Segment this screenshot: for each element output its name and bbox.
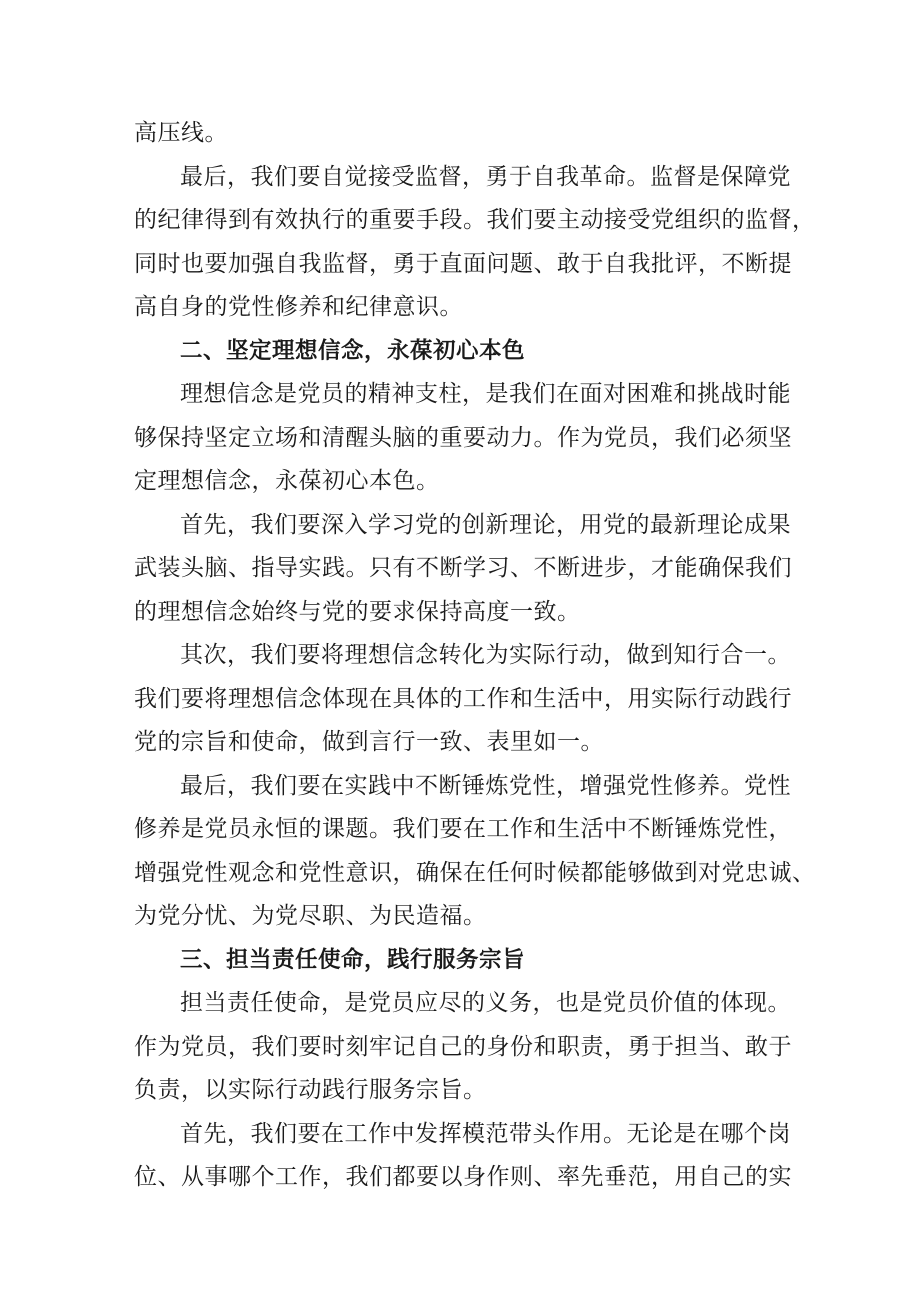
body-line: 负责，以实际行动践行服务宗旨。 bbox=[134, 1077, 487, 1103]
body-line: 位、从事哪个工作，我们都要以身作则、率先垂范，用自己的实 bbox=[134, 1164, 792, 1190]
paragraph-first-line: 首先，我们要深入学习党的创新理论，用党的最新理论成果 bbox=[180, 511, 791, 538]
body-line: 高压线。 bbox=[134, 120, 228, 146]
body-line: 的理想信念始终与党的要求保持高度一致。 bbox=[134, 598, 581, 625]
body-line: 同时也要加强自我监督，勇于直面问题、敢于自我批评，不断提 bbox=[134, 250, 792, 277]
body-line: 武装头脑、指导实践。只有不断学习、不断进步，才能确保我们 bbox=[134, 555, 792, 581]
body-line: 党的宗旨和使命，做到言行一致、表里如一。 bbox=[134, 729, 604, 755]
body-line: 够保持坚定立场和清醒头脑的重要动力。作为党员，我们必须坚 bbox=[134, 424, 792, 451]
section-heading: 二、坚定理想信念，永葆初心本色 bbox=[180, 337, 526, 364]
section-heading: 三、担当责任使命，践行服务宗旨 bbox=[180, 946, 526, 973]
body-line: 高自身的党性修养和纪律意识。 bbox=[134, 294, 463, 320]
paragraph-first-line: 理想信念是党员的精神支柱，是我们在面对困难和挑战时能 bbox=[180, 381, 791, 407]
paragraph-first-line: 最后，我们要在实践中不断锤炼党性，增强党性修养。党性 bbox=[180, 772, 791, 799]
body-line: 我们要将理想信念体现在具体的工作和生活中，用实际行动践行 bbox=[134, 685, 792, 712]
body-line: 作为党员，我们要时刻牢记自己的身份和职责，勇于担当、敢于 bbox=[134, 1033, 792, 1060]
body-line: 为党分忧、为党尽职、为民造福。 bbox=[134, 903, 487, 929]
paragraph-first-line: 担当责任使命，是党员应尽的义务，也是党员价值的体现。 bbox=[180, 990, 791, 1016]
paragraph-first-line: 首先，我们要在工作中发挥模范带头作用。无论是在哪个岗 bbox=[180, 1120, 791, 1147]
body-line: 修养是党员永恒的课题。我们要在工作和生活中不断锤炼党性， bbox=[134, 816, 792, 842]
body-line: 增强党性观念和党性意识，确保在任何时候都能够做到对党忠诚、 bbox=[134, 859, 816, 886]
paragraph-first-line: 最后，我们要自觉接受监督，勇于自我革命。监督是保障党 bbox=[180, 163, 791, 190]
body-line: 的纪律得到有效执行的重要手段。我们要主动接受党组织的监督， bbox=[134, 207, 816, 233]
document-body bbox=[134, 112, 816, 1200]
body-line: 定理想信念，永葆初心本色。 bbox=[134, 468, 440, 494]
paragraph-first-line: 其次，我们要将理想信念转化为实际行动，做到知行合一。 bbox=[180, 642, 791, 668]
